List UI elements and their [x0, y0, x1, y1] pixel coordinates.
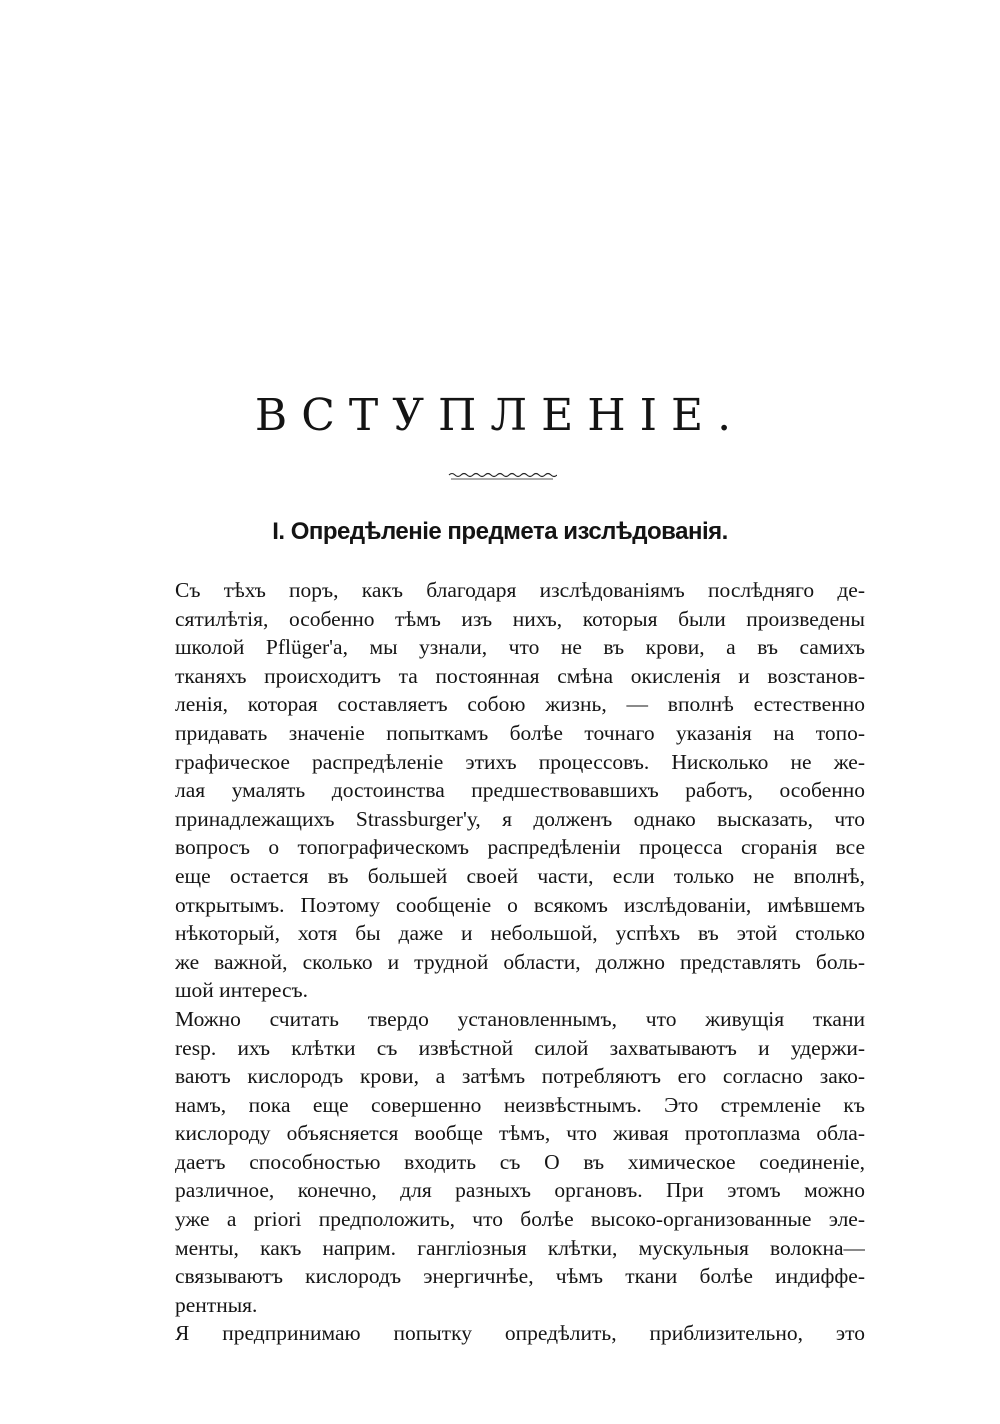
text-line: Я предпринимаю попытку опредѣлить, приблизительно, это	[175, 1321, 865, 1346]
text-line: resp. ихъ клѣтки съ извѣстной силой захватываютъ и удержи-	[175, 1035, 865, 1060]
text-line: вопросъ о топографическомъ распредѣленiи процесса сгоранiя все	[175, 835, 865, 860]
text-line: еще остается въ большей своей части, если только не вполнѣ,	[175, 863, 865, 888]
text-line: даетъ способностью входить съ О въ химическое соединенiе,	[175, 1149, 865, 1174]
text-line: Можно считать твердо установленнымъ, что живущiя ткани	[175, 1006, 865, 1031]
text-line: сятилѣтiя, особенно тѣмъ изъ нихъ, которыя были произведены	[175, 606, 865, 631]
body-text	[175, 576, 865, 1348]
text-line: связываютъ кислородъ энергичнѣе, чѣмъ ткани болѣе индиффе-	[175, 1264, 865, 1289]
text-line: намъ, пока еще совершенно неизвѣстнымъ. Это стремленiе къ	[175, 1092, 865, 1117]
text-line: Съ тѣхъ поръ, какъ благодаря изслѣдованiямъ послѣдняго де-	[175, 578, 865, 602]
text-line: шой интересъ.	[175, 978, 308, 1003]
text-line: ленiя, которая составляетъ собою жизнь, — вполнѣ естественно	[175, 692, 865, 717]
text-line: придавать значенiе попыткамъ болѣе точнаго указанiя на топо-	[175, 720, 865, 745]
text-line: рентныя.	[175, 1292, 258, 1317]
text-line: различное, конечно, для разныхъ органовъ. При этомъ можно	[175, 1178, 865, 1203]
text-line: уже a priori предположить, что болѣе высоко-организованные эле-	[175, 1207, 865, 1232]
text-line: принадлежащихъ Strassburger'у, я долженъ однако высказать, что	[175, 806, 865, 831]
text-line: же важной, сколько и трудной области, должно представлять боль-	[175, 949, 865, 974]
section-title: I. Опредѣленiе предмета изслѣдованiя.	[272, 518, 728, 545]
ornament-divider	[447, 470, 557, 482]
text-line: кислороду объясняется вообще тѣмъ, что живая протоплазма обла-	[175, 1121, 865, 1146]
text-line: нѣкоторый, хотя бы даже и небольшой, успѣхъ въ этой столько	[175, 921, 865, 946]
text-line: открытымъ. Поэтому сообщенiе о всякомъ изслѣдованiи, имѣвшемъ	[175, 892, 865, 917]
text-line: лая умалять достоинства предшествовавшихъ работъ, особенно	[175, 778, 865, 803]
text-line: школой Pflüger'а, мы узнали, что не въ крови, а въ самихъ	[175, 635, 865, 660]
text-line: графическое распредѣленiе этихъ процессовъ. Нисколько не же-	[175, 749, 865, 774]
chapter-title: ВСТУПЛЕНIЕ.	[254, 390, 746, 441]
text-line: менты, какъ наприм. ганглiозныя клѣтки, мускульныя волокна—	[175, 1235, 865, 1260]
text-line: ваютъ кислородъ крови, а затѣмъ потребляютъ его согласно зако-	[175, 1064, 865, 1089]
text-line: тканяхъ происходитъ та постоянная смѣна окисленiя и возстанов-	[175, 663, 865, 688]
